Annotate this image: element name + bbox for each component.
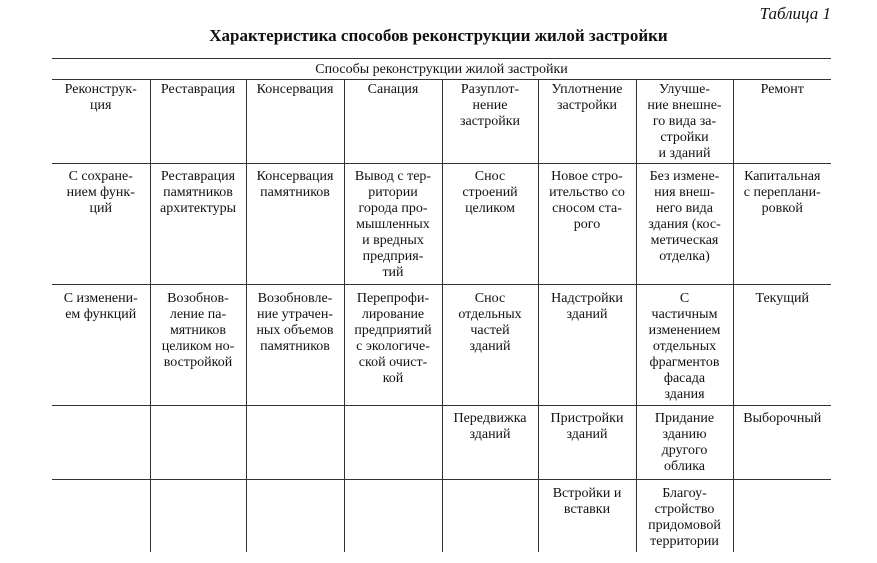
table-cell: Вывод с тер- ритории города про- мышленных и вредных предприя- тий	[344, 164, 442, 285]
super-header-row	[52, 59, 831, 80]
table-row	[52, 480, 831, 553]
column-header: Разуплот- нение застройки	[442, 80, 538, 164]
table-cell: Реставрация памятников архитектуры	[150, 164, 246, 285]
table-cell: Придание зданию другого облика	[636, 406, 733, 480]
table-cell: Пристройки зданий	[538, 406, 636, 480]
table-cell: Новое стро- ительство со сносом ста- рого	[538, 164, 636, 285]
table-row	[52, 285, 831, 406]
table-cell	[246, 480, 344, 553]
table-cell: Возобновле- ние утрачен- ных объемов памятников	[246, 285, 344, 406]
table-number: Таблица 1	[759, 4, 831, 23]
column-header: Улучше- ние внешне- го вида за- стройки и зданий	[636, 80, 733, 164]
table-cell: С изменени- ем функций	[52, 285, 150, 406]
table-title: Характеристика способов реконструкции жилой застройки	[209, 26, 668, 45]
table-cell	[442, 480, 538, 553]
table-cell: Без измене- ния внеш- него вида здания (кос- метическая отделка)	[636, 164, 733, 285]
table-cell: Перепрофи- лирование предприятий с экологиче- ской очист- кой	[344, 285, 442, 406]
table-cell	[52, 406, 150, 480]
table-cell: Встройки и вставки	[538, 480, 636, 553]
table-cell: С частичным изменением отдельных фрагментов фасада здания	[636, 285, 733, 406]
table-cell	[52, 480, 150, 553]
column-header: Ремонт	[733, 80, 831, 164]
column-header: Уплотнение застройки	[538, 80, 636, 164]
super-header: Способы реконструкции жилой застройки	[52, 59, 831, 80]
column-header: Реконструк- ция	[64, 82, 137, 113]
table-cell: Снос отдельных частей зданий	[442, 285, 538, 406]
table-cell	[150, 406, 246, 480]
table-cell: Капитальная с переплани- ровкой	[733, 164, 831, 285]
table-cell: Возобнов- ление па- мятников целиком но- востройкой	[150, 285, 246, 406]
column-header: Реставрация	[150, 80, 246, 164]
table-cell	[246, 406, 344, 480]
table-row	[52, 164, 831, 285]
reconstruction-methods-table	[52, 58, 831, 552]
column-header: Санация	[344, 80, 442, 164]
table-cell	[344, 480, 442, 553]
table-cell: Передвижка зданий	[442, 406, 538, 480]
table-cell	[150, 480, 246, 553]
table-cell: Консервация памятников	[246, 164, 344, 285]
table-cell: Снос строений целиком	[442, 164, 538, 285]
table-cell: Надстройки зданий	[538, 285, 636, 406]
table-cell	[733, 480, 831, 553]
table-cell: С сохране- нием функ- ций	[52, 164, 150, 285]
table-cell: Благоу- стройство придомовой территории	[636, 480, 733, 553]
table-cell	[344, 406, 442, 480]
column-header-row	[52, 80, 831, 164]
table-cell: Текущий	[733, 285, 831, 406]
table-cell: Выборочный	[733, 406, 831, 480]
column-header: Консервация	[246, 80, 344, 164]
table-row	[52, 406, 831, 480]
